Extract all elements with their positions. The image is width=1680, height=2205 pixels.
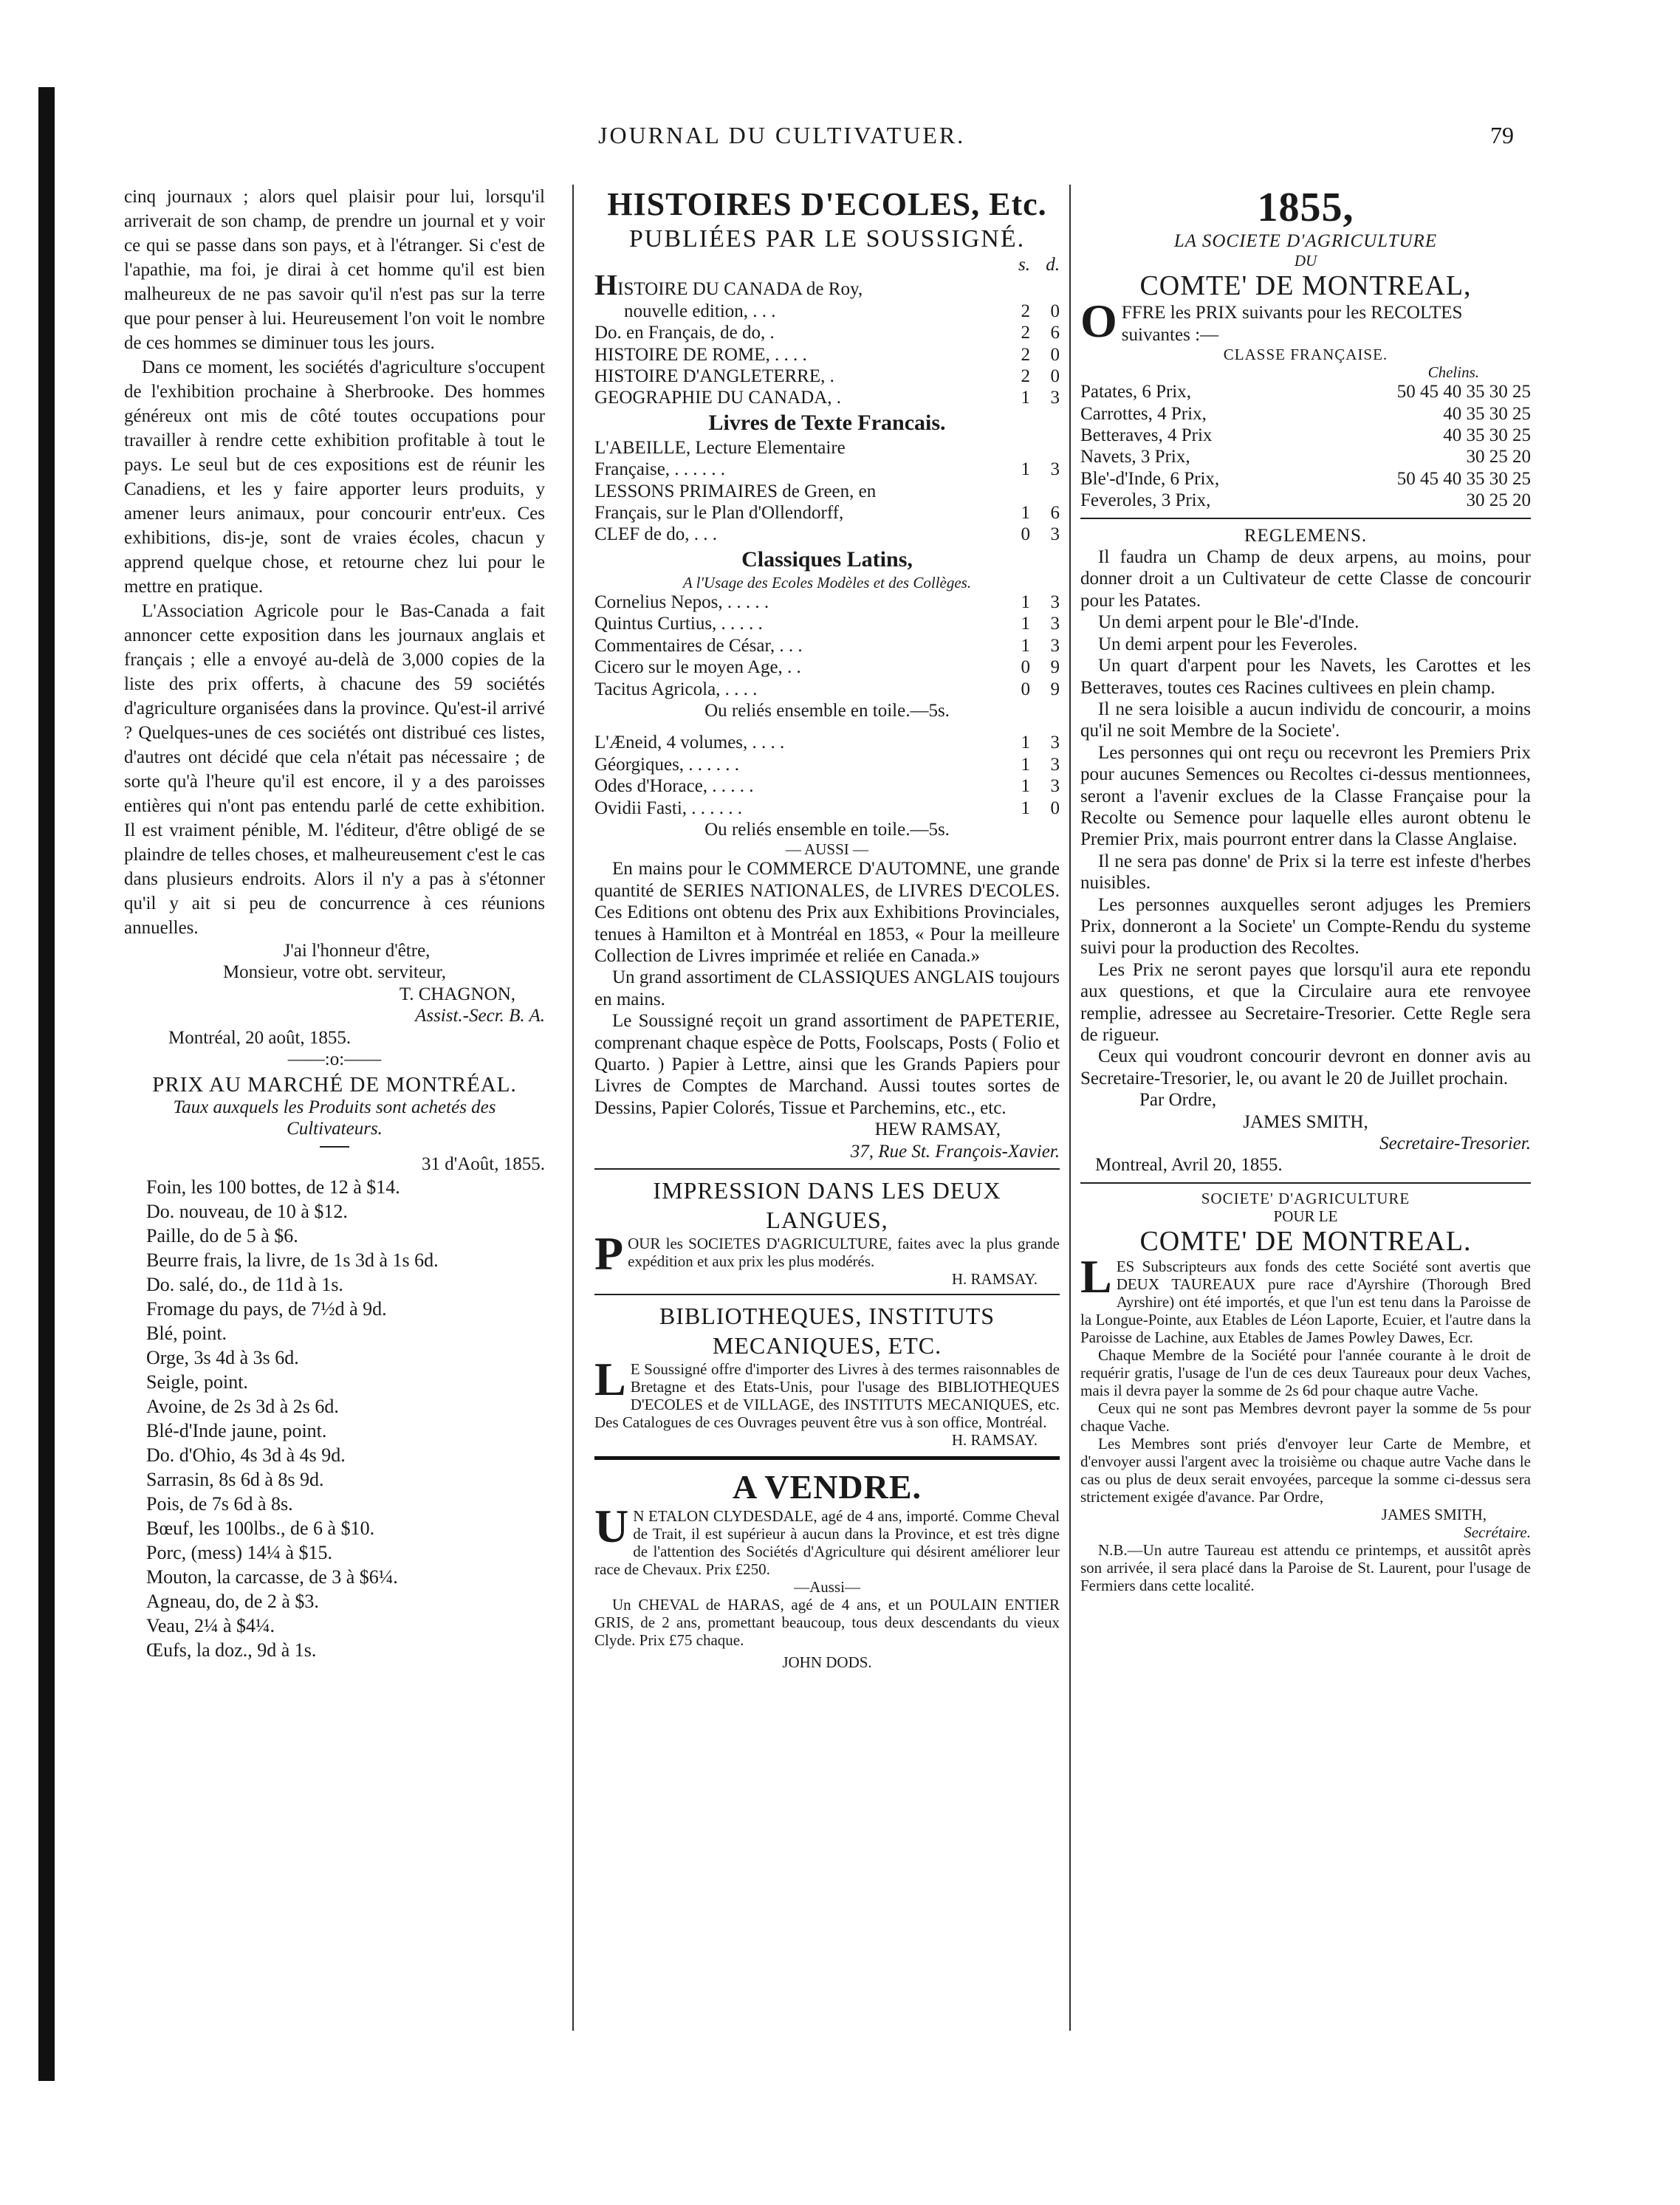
prize-row — [1080, 425, 1531, 446]
crop-name: Betteraves, 4 Prix — [1080, 425, 1213, 446]
price-line: Œufs, la doz., 9d à 1s. — [146, 1639, 317, 1662]
letter-salutation: Monsieur, votre obt. serviteur, — [222, 962, 447, 983]
offre-paragraph: OFFRE les PRIX suivants pour les RECOLTES suivantes :— — [1080, 295, 1463, 348]
prize-table — [1080, 381, 1531, 511]
prize-row — [1080, 403, 1531, 425]
letter-paragraph: Dans ce moment, les sociétés d'agriculture s'occupent de l'exhibition prochaine à Sherbrooke. Des hommes généreux ont mis de côté toutes occupations pour travailler à rendre cette exhibition profitable à tout le pays. Le seul but de ces expositions est de réunir les Canadiens, et les y faire apporter leurs produits, y amener leurs animaux, pour concourir entr'eux. Ces exhibitions, dis-je, sont de vraies écoles, chacun y apprend quelque chose, et retourne chez lui pour le mettre en pratique. — [124, 357, 545, 597]
price-pence: 9 — [1050, 679, 1060, 699]
column-rule — [1069, 185, 1071, 2031]
smith-signature: JAMES SMITH, — [1243, 1111, 1368, 1132]
crop-name: Feveroles, 3 Prix, — [1080, 490, 1211, 511]
price-list — [124, 1175, 545, 1662]
commerce-paragraph: En mains pour le COMMERCE D'AUTOMNE, une grande quantité de SERIES NATIONALES, de LIVRES D'ECOLES. Ces Editions ont obtenu des Prix aux Exhibitions Provinciales, tenues à Hamilton et à Montréal en 1853, « Pour la meilleure Collection de Livres imprimée et reliée en Canada.» — [594, 859, 1060, 966]
ramsay-address: 37, Rue St. François-Xavier. — [850, 1141, 1060, 1162]
vendre-body-2: Un CHEVAL de HARAS, agé de 4 ans, et un POULAIN ENTIER GRIS, de 2 ans, promettant beaucoup, tous deux descendants du vieux Clyde. Prix £75 chaque. — [594, 1596, 1060, 1650]
price-line: Bœuf, les 100lbs., de 6 à $10. — [146, 1518, 375, 1540]
price-line: Mouton, la carcasse, de 3 à $6¼. — [146, 1566, 398, 1588]
rule-paragraph: Il ne sera pas donne' de Prix si la terre est infeste d'herbes nuisibles. — [1080, 851, 1531, 894]
prix-subheading: Taux auxquels les Produits sont achetés des Cultivateurs. — [173, 1097, 496, 1139]
book-row — [594, 775, 1060, 797]
du-label: DU — [1294, 252, 1317, 270]
impression-signature: H. RAMSAY. — [951, 1270, 1038, 1289]
histoires-subheading: PUBLIÉES PAR LE SOUSSIGNÉ. — [628, 225, 1026, 253]
book-title: Quintus Curtius, . . . . . — [594, 614, 763, 634]
price-pence: 3 — [1050, 591, 1060, 612]
price-line: Blé-d'Inde jaune, point. — [146, 1420, 327, 1442]
price-pence: 3 — [1050, 733, 1060, 753]
divider — [1080, 1182, 1531, 1184]
price-line: Avoine, de 2s 3d à 2s 6d. — [146, 1396, 339, 1418]
histoires-list — [594, 275, 1060, 408]
impression-body: POUR les SOCIETES D'AGRICULTURE, faites avec la plus grande expédition et aux prix les plus modérés. — [594, 1227, 1060, 1280]
price-pence: 0 — [1050, 301, 1060, 321]
price-line: Porc, (mess) 14¼ à $15. — [146, 1542, 333, 1564]
price-pence: 3 — [1050, 754, 1060, 775]
rule-paragraph: Un demi arpent pour les Feveroles. — [1098, 634, 1358, 654]
book-title: GEOGRAPHIE DU CANADA, . — [594, 388, 842, 408]
assortiment-paragraph: Un grand assortiment de CLASSIQUES ANGLAIS toujours en mains. — [594, 967, 1060, 1009]
book-row — [594, 732, 1060, 753]
running-header — [111, 122, 1514, 159]
classiques-heading: Classiques Latins, — [741, 546, 913, 572]
smith-title: Secretaire-Tresorier. — [1379, 1134, 1531, 1154]
book-title: Géorgiques, . . . . . . — [594, 754, 740, 775]
papeterie-paragraph: Le Soussigné reçoit un grand assortiment de PAPETERIE, comprenant chaque espèce de Potts, Foolscaps, Posts ( Folio et Quarto. ) Papier à Lettre, ainsi que les Grands Papiers pour Livres de Comptes de Marchand. Aussi toutes sortes de Dessins, Papier Colorés, Tissue et Parchemins, etc., etc. — [594, 1011, 1060, 1118]
price-pence: 0 — [1050, 798, 1060, 818]
biblio-heading: BIBLIOTHEQUES, INSTITUTS MECANIQUES, ETC. — [659, 1303, 995, 1359]
relies-note: Ou reliés ensemble en toile.—5s. — [704, 819, 950, 840]
rule-paragraph: Les personnes auxquelles seront adjuges les Premiers Prix, donneront a la Societe' un Compte-Rendu du systeme suivi pour la production des Recoltes. — [1080, 894, 1531, 959]
book-row — [594, 366, 1060, 387]
binding-edge — [38, 87, 55, 2081]
book-title: Commentaires de César, . . . — [594, 635, 803, 656]
price-shillings: 2 — [1021, 323, 1030, 343]
book-row — [594, 275, 1060, 300]
book-title: LESSONS PRIMAIRES de Green, en — [594, 481, 877, 501]
price-line: Do. nouveau, de 10 à $12. — [146, 1201, 348, 1223]
price-line: Agneau, do, de 2 à $3. — [146, 1591, 319, 1613]
page-number: 79 — [1490, 122, 1514, 148]
reglemens-heading: REGLEMENS. — [1244, 525, 1368, 546]
prize-row — [1080, 446, 1531, 467]
price-pence: 3 — [1050, 388, 1060, 408]
price-line: Do. d'Ohio, 4s 3d à 4s 9d. — [146, 1444, 346, 1467]
price-shillings: 1 — [1021, 591, 1030, 612]
prize-row — [1080, 468, 1531, 490]
society-2-heading: SOCIETE' D'AGRICULTURE — [1201, 1189, 1410, 1207]
price-line: Do. salé, do., de 11d à 1s. — [146, 1274, 343, 1296]
biblio-body: L E Soussigné offre d'importer des Livres à des termes raisonnables de Bretagne et des Etats-Unis, pour l'usage des BIBLIOTHEQUES D'ECOLES et de VILLAGE, des INSTITUTS MECANIQUES, etc. Des Catalogues de ces Ouvrages peuvent être vus à son office, Montréal. — [594, 1353, 1060, 1432]
book-title: Français, sur le Plan d'Ollendorff, — [594, 503, 844, 524]
column-left — [124, 185, 545, 1662]
letter-paragraph: cinq journaux ; alors quel plaisir pour lui, lorsqu'il arriverait de son champ, de prendre un journal et y voir ce qui se passe dans son pays, et à l'étranger. Si c'est de l'apathie, ma foi, je dirai à cet homme qu'il est bien malheureux de ne pas savoir qu'il n'est pas sur la terre que pour penser à lui. Heureusement l'on voit le nombre de ces hommes se diminuer tous les jours. — [124, 187, 545, 353]
signature-title: Assist.-Secr. B. A. — [415, 1006, 545, 1026]
price-line: Orge, 3s 4d à 3s 6d. — [146, 1347, 299, 1369]
livres-heading: Livres de Texte Francais. — [708, 410, 946, 435]
comte-2-heading: COMTE' DE MONTREAL. — [1139, 1225, 1472, 1257]
price-shillings: 1 — [1021, 798, 1030, 818]
book-row — [594, 524, 1060, 545]
prix-date: 31 d'Août, 1855. — [421, 1153, 545, 1174]
price-pence: 6 — [1050, 323, 1060, 343]
crop-name: Ble'-d'Inde, 6 Prix, — [1080, 468, 1220, 489]
prize-values: 40 35 30 25 — [1443, 403, 1531, 424]
prize-row — [1080, 490, 1531, 511]
rule-paragraph: Les personnes qui ont reçu ou recevront les Premiers Prix pour aucunes Semences ou Recoltes ci-dessus mentionnees, seront a l'avenir exclues de la Classe Française pour la Recolte ou Semence pour laquelle elles auront obtenu le Premier Prix, mais pourront entrer dans la Classe Anglaise. — [1080, 742, 1531, 850]
price-pence: 3 — [1050, 524, 1060, 545]
sd-header: s. d. — [1018, 255, 1060, 275]
price-shillings: 1 — [1021, 776, 1030, 797]
book-title: Française, . . . . . . — [594, 459, 726, 480]
chelins-label: Chelins. — [1427, 363, 1479, 382]
book-row — [594, 679, 1060, 700]
classe-label: CLASSE FRANÇAISE. — [1223, 346, 1388, 364]
book-title: L'Æneid, 4 volumes, . . . . — [594, 733, 785, 753]
book-title: Tacitus Agricola, . . . . — [594, 679, 758, 699]
price-shillings: 0 — [1021, 679, 1030, 699]
impression-heading: IMPRESSION DANS LES DEUX LANGUES, — [653, 1177, 1001, 1234]
smith-title-2: Secrétaire. — [1464, 1523, 1531, 1541]
price-pence: 9 — [1050, 657, 1060, 678]
classiques-subheading: A l'Usage des Ecoles Modèles et des Collèges. — [682, 573, 972, 591]
letter-closing: J'ai l'honneur d'être, — [283, 941, 431, 961]
rule-paragraph: Un quart d'arpent pour les Navets, les Carottes et les Betteraves, toutes ces Racines cultivees en plein champ. — [1080, 656, 1531, 698]
classiques-list-2 — [594, 732, 1060, 819]
crop-name: Carrottes, 4 Prix, — [1080, 403, 1207, 424]
book-title: HISTOIRE DE ROME, . . . . — [594, 344, 807, 365]
ramsay-signature: HEW RAMSAY, — [874, 1119, 1001, 1140]
book-row — [594, 613, 1060, 634]
book-title: Do. en Français, de do, . — [594, 323, 775, 343]
book-row — [594, 301, 1060, 322]
book-row — [594, 798, 1060, 819]
price-shillings: 0 — [1021, 524, 1030, 545]
prize-row — [1080, 381, 1531, 402]
letter-signature: T. CHAGNON, — [399, 984, 515, 1004]
book-row — [594, 344, 1060, 366]
vendre-heading: A VENDRE. — [732, 1468, 922, 1506]
price-shillings: 1 — [1021, 635, 1030, 656]
divider — [594, 1456, 1060, 1460]
price-shillings: 1 — [1021, 503, 1030, 524]
book-row — [594, 387, 1060, 408]
reglemens-list — [1080, 546, 1531, 1089]
book-title: L'ABEILLE, Lecture Elementaire — [594, 437, 846, 458]
price-shillings: 1 — [1021, 754, 1030, 775]
price-line: Pois, de 7s 6d à 8s. — [146, 1493, 293, 1515]
crop-name: Patates, 6 Prix, — [1080, 382, 1191, 402]
book-row — [594, 437, 1060, 459]
divider — [320, 1146, 349, 1148]
rule-paragraph: Un demi arpent pour le Ble'-d'Inde. — [1098, 612, 1360, 633]
book-row — [594, 322, 1060, 343]
crop-name: Navets, 3 Prix, — [1080, 447, 1190, 467]
vendre-body: U N ETALON CLYDESDALE, agé de 4 ans, importé. Comme Cheval de Trait, il est supérieur à aucun dans la Province, et est très digne de l'attention des Sociétés d'Agriculture qui désirent améliorer leur race de Chevaux. Prix £250. — [594, 1500, 1060, 1579]
dropcap-h: H — [594, 275, 618, 301]
book-row — [594, 459, 1060, 480]
book-title: HISTOIRE D'ANGLETERRE, . — [594, 366, 834, 387]
classiques-list — [594, 591, 1060, 700]
price-pence: 0 — [1050, 344, 1060, 365]
prize-values: 40 35 30 25 — [1443, 425, 1531, 446]
vendre-aussi: —Aussi— — [794, 1578, 860, 1597]
price-line: Beurre frais, la livre, de 1s 3d à 1s 6d. — [146, 1249, 439, 1272]
price-pence: 3 — [1050, 776, 1060, 797]
divider — [1080, 518, 1531, 519]
book-row — [594, 502, 1060, 524]
book-title: Cornelius Nepos, . . . . . — [594, 591, 769, 612]
nb-paragraph: N.B.—Un autre Taureau est attendu ce printemps, et aussitôt après son arrivée, il sera placé dans la Paroise de St. Laurent, pour l'usage de Fermiers dans cette localité. — [1080, 1540, 1531, 1594]
prize-values: 30 25 20 — [1466, 447, 1531, 467]
letter-dateline: Montréal, 20 août, 1855. — [168, 1027, 352, 1048]
prix-heading: PRIX AU MARCHÉ DE MONTRÉAL. — [152, 1073, 517, 1097]
prize-values: 30 25 20 — [1466, 490, 1531, 511]
relies-note: Ou reliés ensemble en toile.—5s. — [704, 700, 950, 721]
book-title: CLEF de do, . . . — [594, 524, 717, 545]
book-row — [594, 591, 1060, 613]
price-shillings: 1 — [1021, 459, 1030, 480]
book-title: Odes d'Horace, . . . . . — [594, 776, 754, 797]
column-right — [1080, 185, 1531, 1594]
book-row — [594, 656, 1060, 678]
price-line: Seigle, point. — [146, 1371, 248, 1393]
rule-paragraph: Ceux qui voudront concourir devront en donner avis au Secretaire-Tresorier, le, ou avant le 20 de Juillet prochain. — [1080, 1046, 1531, 1088]
prize-values: 50 45 40 35 30 25 — [1396, 382, 1531, 402]
rule-paragraph: Il faudra un Champ de deux arpens, au moins, pour donner droit a un Cultivateur de cette Classe de concourir pour les Patates. — [1080, 547, 1531, 611]
book-row — [594, 754, 1060, 775]
histoires-heading: HISTOIRES D'ECOLES, Etc. — [607, 186, 1047, 222]
price-line: Blé, point. — [146, 1323, 227, 1345]
column-middle — [594, 185, 1060, 1671]
taureaux-notice: LES Subscripteurs aux fonds des cette Société sont avertis que DEUX TAUREAUX pure race d'Ayrshire (Thorough Bred Ayrshire) ont été importés, et que l'un est tenu dans la Paroisse de la Longue-Pointe, aux Etables de Léon Laporte, Ecuier, et l'autre dans la Paroisse de Lachine, aux Etables de James Powley Dawes, Ecr. Chaque Membre de la Société pour l'année courante à le droit de requérir gratis, l'usage de l'un de ces deux Taureaux pour deux Vaches, mais il devra payer la somme de 2s 6d pour chaque autre Vache. Ceux qui ne sont pas Membres devront payer la somme de 5s pour chaque Vache. Les Membres sont priés d'envoyer leur Carte de Membre, et d'envoyer aussi l'argent avec la troisième ou chaque autre Vache dans le cas ou plus de deux serait envoyées, parceque la somme ci-dessus sera strictement exigée d'avance. Par Ordre, — [1080, 1249, 1531, 1506]
column-rule — [572, 185, 574, 2031]
price-line: Veau, 2¼ à $4¼. — [146, 1615, 275, 1637]
rule-paragraph: Il ne sera loisible a aucun individu de concourir, a moins qu'il ne soit Membre de la Societe'. — [1080, 699, 1531, 741]
smith-signature-2: JAMES SMITH, — [1381, 1505, 1487, 1523]
aussi-label: — AUSSI — — [785, 840, 869, 859]
prize-values: 50 45 40 35 30 25 — [1396, 468, 1531, 489]
book-title: HISTOIRE DU CANADA de Roy, — [594, 275, 1009, 300]
price-line: Foin, les 100 bottes, de 12 à $14. — [146, 1176, 400, 1198]
book-title: nouvelle edition, . . . — [624, 301, 776, 321]
vendre-signature: JOHN DODS. — [782, 1653, 872, 1672]
divider — [594, 1168, 1060, 1170]
livres-list — [594, 437, 1060, 546]
rule-paragraph: Les Prix ne seront payes que lorsqu'il aura ete repondu aux questions, et que la Circulaire aura ete renvoyee remplie, adressee au Secretaire-Tresorier. Cette Regle sera de rigueur. — [1080, 959, 1531, 1045]
price-shillings: 2 — [1021, 301, 1030, 321]
price-pence: 6 — [1050, 503, 1060, 524]
reglemens-dateline: Montreal, Avril 20, 1855. — [1095, 1155, 1283, 1176]
letter-paragraph: L'Association Agricole pour le Bas-Canada a fait annoncer cette exposition dans les journaux anglais et français ; elle a envoyé au-delà de 3,000 copies de la liste des prix offerts, à chacune des 59 sociétés d'agriculture organisées dans la province. Qu'est-il arrivé ? Quelques-unes de ces sociétés ont distribué ces listes, d'autres ont décidé que cela n'était pas nécessaire ; de sorte qu'à l'heure qu'il est encore, il y a des paroisses entières qui n'ont pas entendu parlé de cette exhibition. Il est vraiment pénible, M. l'éditeur, d'être obligé de se plaindre de telles choses, et malheureusement c'est le cas dans plusieurs endroits. Alors il n'y a pas à s'étonner qu'il y ait si peu de concurrence à ces réunions annuelles. — [124, 601, 545, 938]
year-heading: 1855, — [1257, 185, 1354, 230]
book-row — [594, 635, 1060, 656]
price-shillings: 2 — [1021, 366, 1030, 387]
price-pence: 3 — [1050, 459, 1060, 480]
price-shillings: 1 — [1021, 614, 1030, 634]
price-line: Fromage du pays, de 7½d à 9d. — [146, 1298, 387, 1320]
price-pence: 3 — [1050, 614, 1060, 634]
price-shillings: 0 — [1021, 657, 1030, 678]
price-pence: 3 — [1050, 635, 1060, 656]
comte-heading: COMTE' DE MONTREAL, — [1139, 270, 1472, 302]
price-shillings: 2 — [1021, 344, 1030, 365]
price-shillings: 1 — [1021, 388, 1030, 408]
journal-title: JOURNAL DU CULTIVATUER. — [598, 122, 966, 148]
price-shillings: 1 — [1021, 733, 1030, 753]
book-title: Ovidii Fasti, . . . . . . — [594, 798, 743, 818]
book-title: Cicero sur le moyen Age, . . — [594, 657, 801, 678]
section-divider: ——:o:—— — [287, 1049, 382, 1070]
society-heading: LA SOCIETE D'AGRICULTURE — [1173, 231, 1438, 251]
biblio-signature: H. RAMSAY. — [951, 1431, 1038, 1450]
price-line: Paille, do de 5 à $6. — [146, 1225, 298, 1247]
price-line: Sarrasin, 8s 6d à 8s 9d. — [146, 1469, 324, 1491]
pour-le-label: POUR LE — [1273, 1207, 1338, 1225]
price-pence: 0 — [1050, 366, 1060, 387]
divider — [594, 1294, 1060, 1295]
book-row — [594, 481, 1060, 502]
par-ordre: Par Ordre, — [1139, 1090, 1217, 1111]
